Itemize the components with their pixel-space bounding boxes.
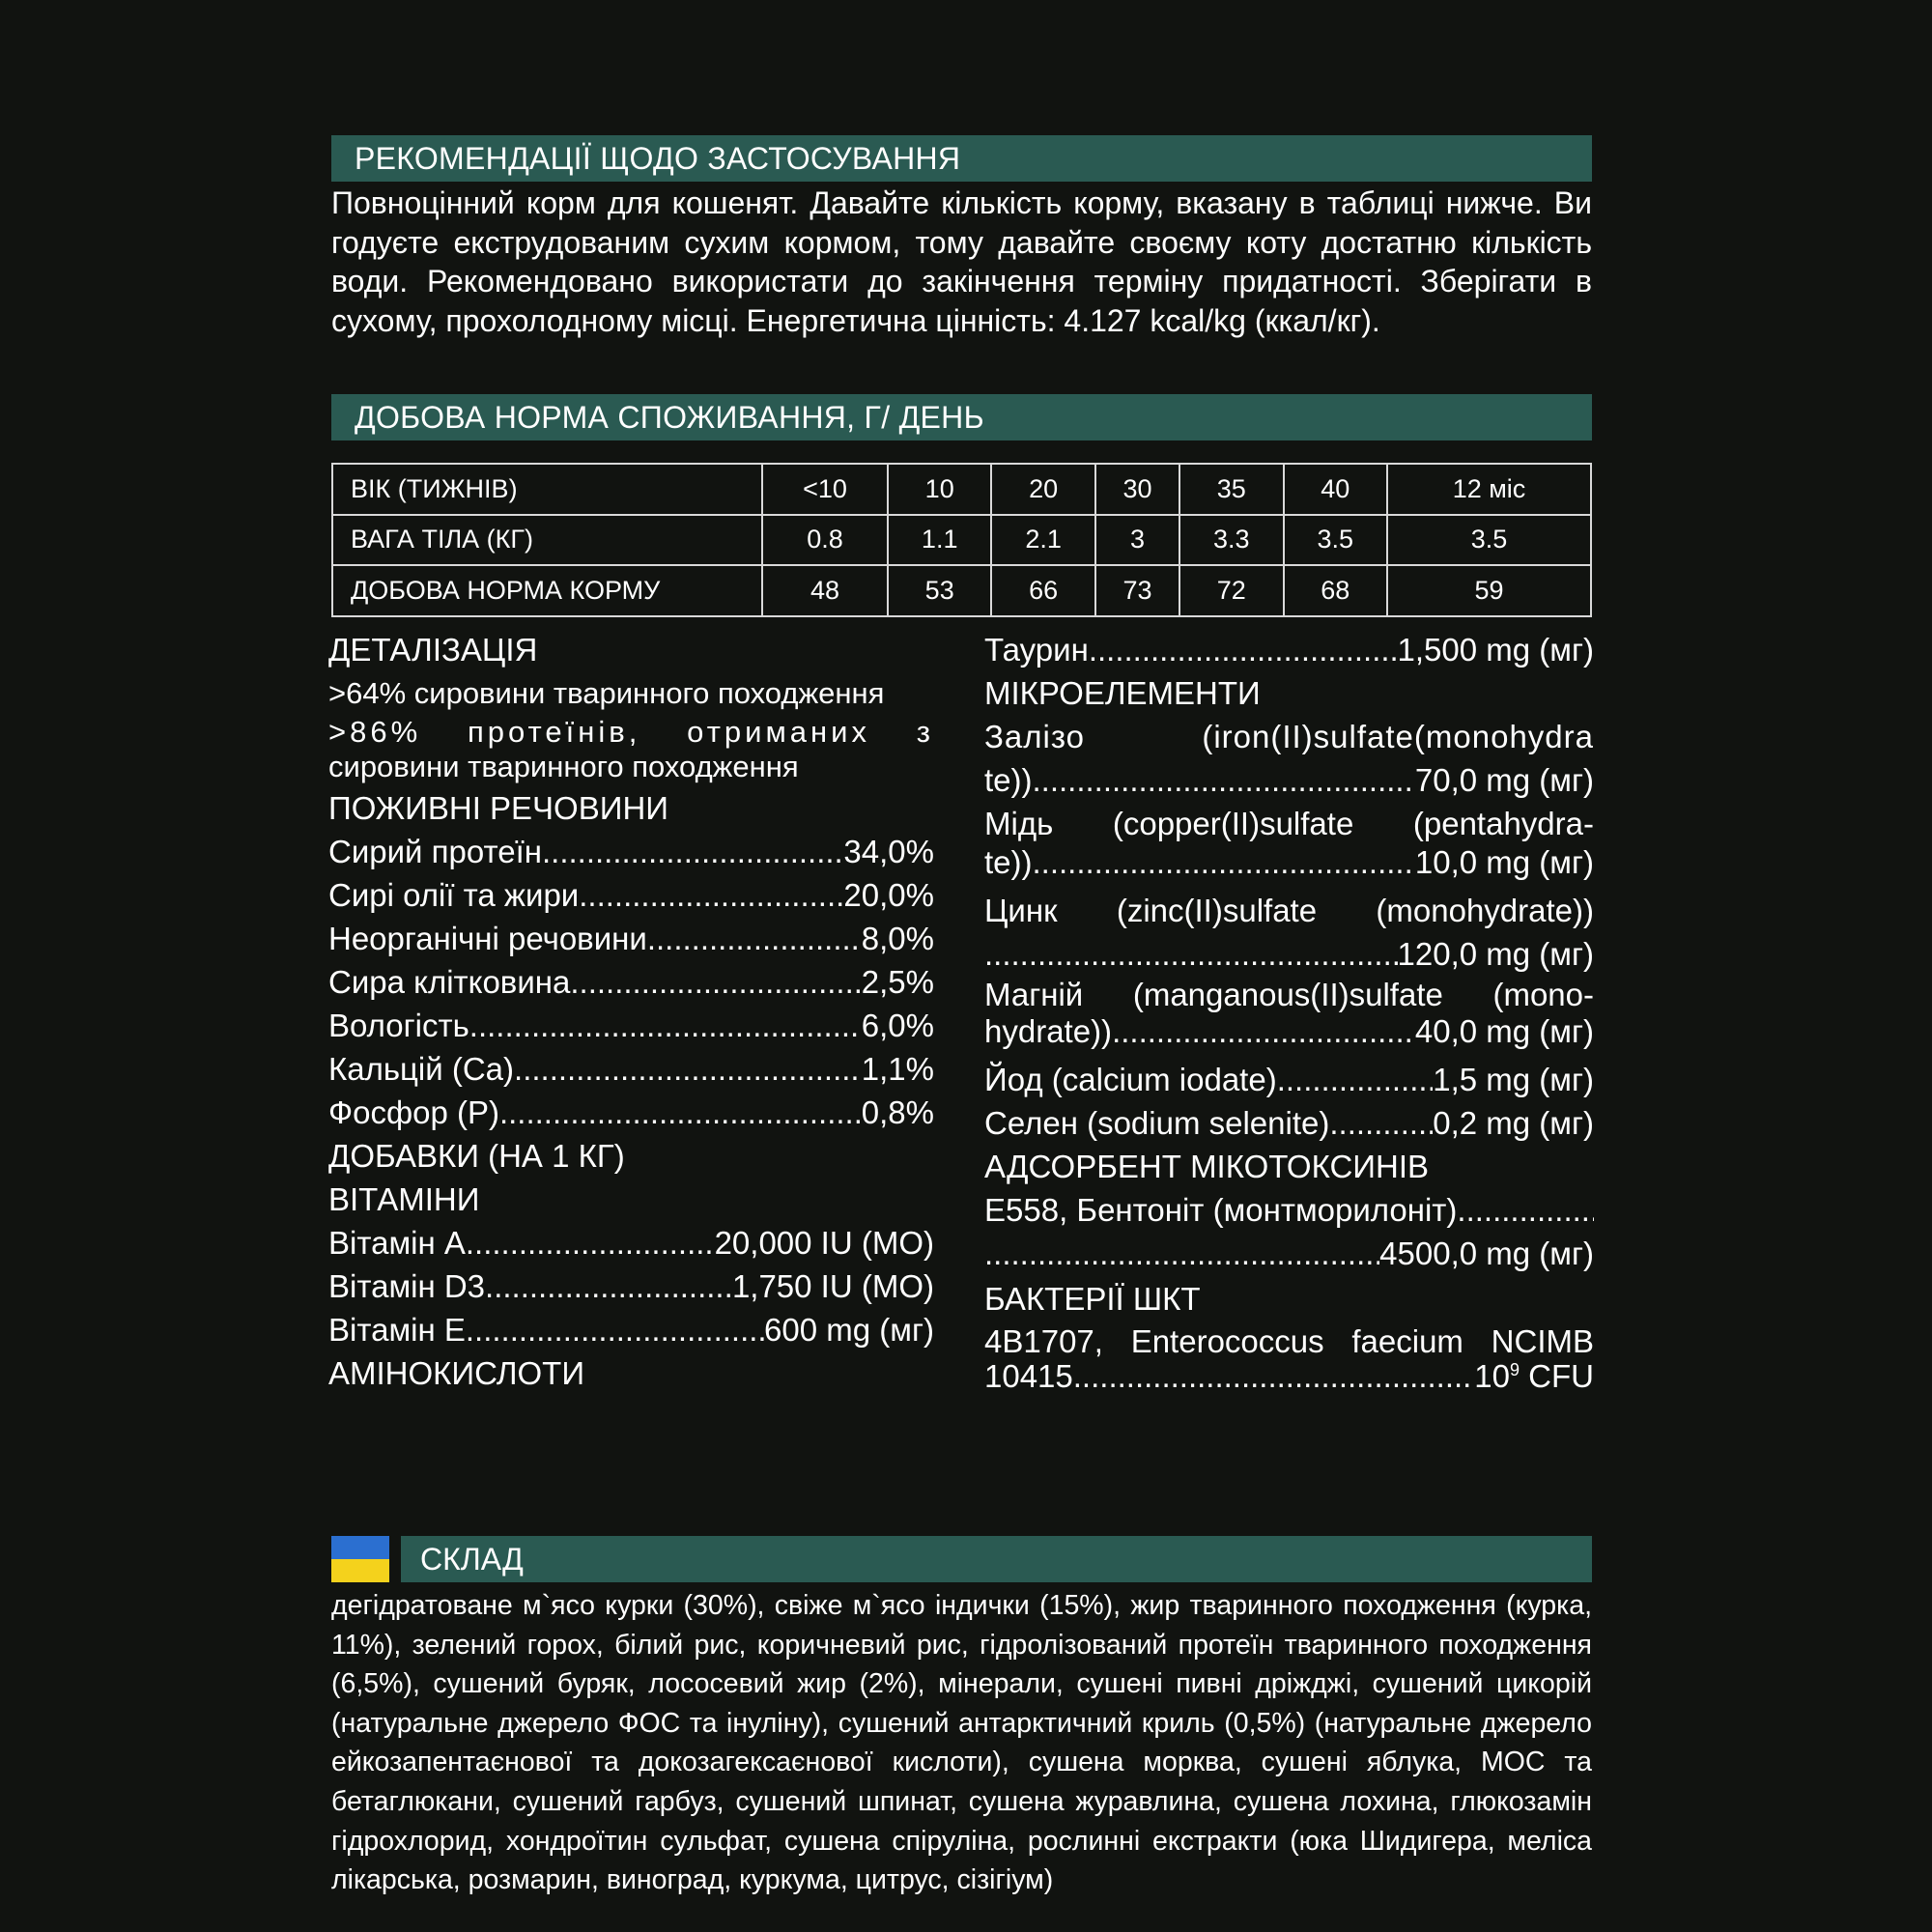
mineral-line: Мідь (copper(II)sulfate (pentahydra-: [984, 806, 1594, 841]
composition-header: [331, 1536, 1592, 1582]
table-cell: <10: [762, 464, 888, 515]
table-cell: 66: [991, 565, 1094, 616]
nutrient-row: Кальцій (Ca) ..... 1,1%: [328, 1047, 934, 1091]
detail-line: >86% протеїнів, отриманих з: [328, 715, 934, 749]
table-row: [332, 515, 1591, 566]
mineral-row: hydrate)) ..... 40,0 mg (мг): [984, 1014, 1594, 1049]
mineral-line: Залізо (iron(II)sulfate(monohydra: [984, 719, 1594, 754]
mineral-row: Селен (sodium selenite) ..... 0,2 mg (мг): [984, 1101, 1594, 1145]
mineral-row: ..... 120,0 mg (мг): [984, 932, 1594, 976]
bacteria-row: 10415 ..... $10^9$ CFU: [984, 1359, 1594, 1394]
usage-header: [331, 135, 1592, 182]
table-cell: 3.5: [1284, 515, 1387, 566]
detail-title: ДЕТАЛІЗАЦІЯ: [328, 632, 538, 668]
bacteria-line: 4B1707, Enterococcus faecium NCIMB: [984, 1323, 1594, 1359]
adsorbent-line: E558, Бентоніт (монтморилоніт) .....: [984, 1188, 1594, 1232]
table-row-label: ВІК (ТИЖНІВ): [332, 464, 762, 515]
table-cell: 3.3: [1179, 515, 1283, 566]
bacteria-title: БАКТЕРІЇ ШКТ: [984, 1281, 1201, 1317]
amino-title: АМІНОКИСЛОТИ: [328, 1355, 585, 1391]
table-cell: 2.1: [991, 515, 1094, 566]
mineral-row: te)) ..... 10,0 mg (мг): [984, 845, 1594, 880]
daily-header: [331, 394, 1592, 440]
nutrient-row: Сира клітковина ..... 2,5%: [328, 960, 934, 1004]
table-cell: 35: [1179, 464, 1283, 515]
table-cell: 73: [1095, 565, 1179, 616]
table-cell: 72: [1179, 565, 1283, 616]
table-cell: 68: [1284, 565, 1387, 616]
nutrients-title: ПОЖИВНІ РЕЧОВИНИ: [328, 790, 668, 826]
mineral-row: te)) ..... 70,0 mg (мг): [984, 758, 1594, 802]
vitamins-title: ВІТАМІНИ: [328, 1181, 480, 1217]
additives-title: ДОБАВКИ (НА 1 КГ): [328, 1138, 625, 1174]
mineral-line: Магній (manganous(II)sulfate (mono-: [984, 977, 1594, 1012]
table-row: [332, 565, 1591, 616]
nutrient-row: Неорганічні речовини ..... 8,0%: [328, 917, 934, 960]
adsorbent-row: ..... 4500,0 mg (мг): [984, 1232, 1594, 1275]
table-row: [332, 464, 1591, 515]
left-column: [328, 628, 934, 1395]
nutrient-row: Сирі олії та жири ..... 20,0%: [328, 873, 934, 917]
adsorbent-title: АДСОРБЕНТ МІКОТОКСИНІВ: [984, 1149, 1430, 1184]
usage-text: Повноцінний корм для кошенят. Давайте кількість корму, вказану в таблиці нижче. Ви годуєте екструдованим сухим кормом, тому давайте своєму коту достатню кількість води. Рекомендовано використати до закінчення терміну придатності. Зберігати в сухому, прохолодному місці. Енергетична цінність: 4.127 kcal/kg (ккал/кг).: [331, 185, 1592, 338]
daily-title: ДОБОВА НОРМА СПОЖИВАННЯ, Г/ ДЕНЬ: [355, 399, 984, 435]
table-cell: 53: [888, 565, 991, 616]
feeding-table: [331, 463, 1592, 617]
mineral-row: Йод (calcium iodate) ..... 1,5 mg (мг): [984, 1058, 1594, 1101]
table-cell: 10: [888, 464, 991, 515]
composition-title: СКЛАД: [420, 1541, 524, 1577]
mineral-line: Цинк (zinc(II)sulfate (monohydrate)): [984, 893, 1594, 928]
table-cell: 3.5: [1387, 515, 1591, 566]
table-cell: 40: [1284, 464, 1387, 515]
nutrient-row: Вологість ..... 6,0%: [328, 1004, 934, 1047]
table-cell: 30: [1095, 464, 1179, 515]
table-cell: 48: [762, 565, 888, 616]
vitamin-row: Вітамін D3 ..... 1,750 IU (МО): [328, 1264, 934, 1308]
ukraine-flag-icon: [331, 1536, 389, 1582]
table-cell: 0.8: [762, 515, 888, 566]
detail-line: >64% сировини тваринного походження: [328, 676, 885, 710]
table-cell: 3: [1095, 515, 1179, 566]
vitamin-row: Вітамін Е ..... 600 mg (мг): [328, 1308, 934, 1351]
taurine-row: Таурин ..... 1,500 mg (мг): [984, 628, 1594, 671]
composition-bar: [401, 1536, 1592, 1582]
label-sheet: [328, 135, 1594, 1896]
table-row-label: ДОБОВА НОРМА КОРМУ: [332, 565, 762, 616]
micro-title: МІКРОЕЛЕМЕНТИ: [984, 675, 1261, 711]
table-cell: 20: [991, 464, 1094, 515]
table-cell: 1.1: [888, 515, 991, 566]
detail-line: сировини тваринного походження: [328, 750, 799, 783]
table-row-label: ВАГА ТІЛА (КГ): [332, 515, 762, 566]
usage-title: РЕКОМЕНДАЦІЇ ЩОДО ЗАСТОСУВАННЯ: [355, 140, 961, 176]
table-cell: 59: [1387, 565, 1591, 616]
nutrient-row: Сирий протеїн ..... 34,0%: [328, 830, 934, 873]
nutrient-row: Фосфор (P) ..... 0,8%: [328, 1091, 934, 1134]
composition-text: дегідратоване м`ясо курки (30%), свіже м`ясо індички (15%), жир тваринного походження (курка, 11%), зелений горох, білий рис, коричневий рис, гідролізований протеїн тваринного походження (6,5%), сушений буряк, лососевий жир (2%), мінерали, сушені пивні дріжджі, сушений цикорій (натуральне джерело ФОС та інуліну), сушений антарктичний криль (0,5%) (натуральне джерело ейкозапентаєнової та докозагексаєнової кислоти), сушена морква, сушені яблука, МОС та бетаглюкани, сушений гарбуз, сушений шпинат, сушена журавлина, сушена лохина, глюкозамін гідрохлорид, хондроїтин сульфат, сушена спіруліна, рослинні екстракти (юка Шидигера, меліса лікарська, розмарин, виноград, куркума, цитрус, сізігіум): [331, 1590, 1592, 1896]
right-column: [984, 628, 1594, 1394]
table-cell: 12 міс: [1387, 464, 1591, 515]
vitamin-row: Вітамін А ..... 20,000 IU (МО): [328, 1221, 934, 1264]
